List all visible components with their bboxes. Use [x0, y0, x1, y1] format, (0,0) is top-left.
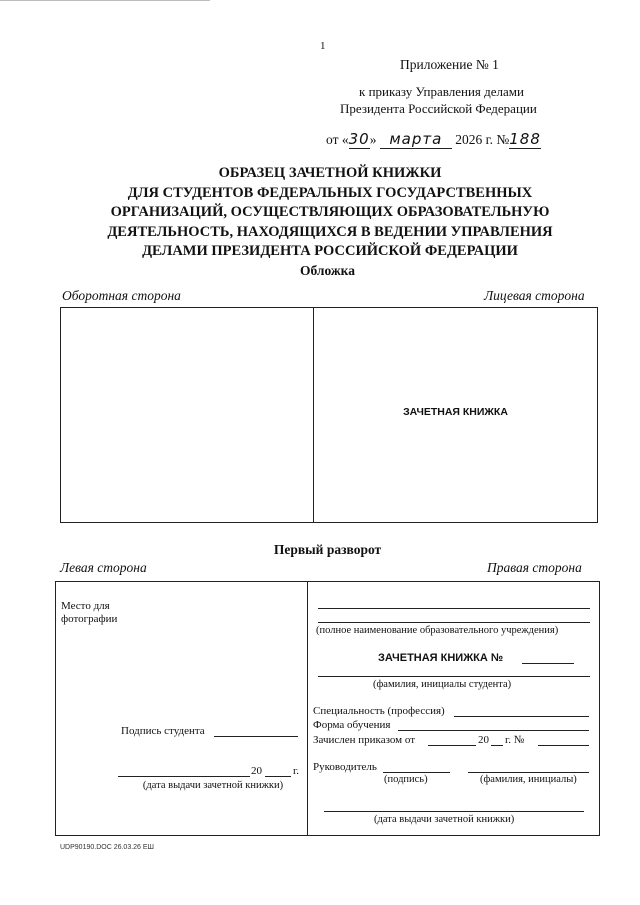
head-label: Руководитель — [313, 761, 377, 773]
photo-placeholder — [61, 600, 117, 626]
institution-line-2 — [318, 622, 590, 623]
head-name-line — [468, 772, 589, 773]
photo-line-2: фотографии — [61, 613, 118, 625]
date-year: 2026 г. № — [455, 132, 510, 147]
cover-heading: Обложка — [299, 263, 355, 278]
title-line: ДЛЯ СТУДЕНТОВ ФЕДЕРАЛЬНЫХ ГОСУДАРСТВЕННЫХ — [127, 184, 533, 201]
title-line: ДЕЛАМИ ПРЕЗИДЕНТА РОССИЙСКОЙ ФЕДЕРАЦИИ — [142, 243, 518, 259]
student-name-caption: (фамилия, инициалы студента) — [373, 679, 512, 690]
enrolled-label: Зачислен приказом от — [313, 734, 416, 746]
institution-line-1 — [318, 608, 590, 609]
order-line-1: к приказу Управления делами — [359, 84, 524, 99]
student-signature-label: Подпись студента — [121, 725, 205, 737]
spread-right-label: Правая сторона — [487, 560, 582, 575]
enrolled-number-line — [538, 745, 589, 746]
enrolled-year: 20 — [478, 734, 489, 746]
issue-date-line — [118, 776, 250, 777]
institution-caption: (полное наименование образовательного учреждения) — [316, 625, 559, 636]
spread-heading: Первый разворот — [273, 542, 382, 557]
enrolled-date-line — [428, 745, 476, 746]
study-form-label: Форма обучения — [313, 719, 391, 731]
study-form-line — [398, 730, 589, 731]
title-line: ОБРАЗЕЦ ЗАЧЕТНОЙ КНИЖКИ — [218, 165, 442, 181]
specialty-label: Специальность (профессия) — [313, 705, 445, 717]
head-name-caption: (фамилия, инициалы) — [480, 774, 577, 785]
order-line-2: Президента Российской Федерации — [340, 101, 537, 116]
issue-year-g: г. — [293, 765, 300, 777]
enrolled-number-label: г. № — [505, 734, 525, 746]
book-number-title: ЗАЧЕТНАЯ КНИЖКА № — [378, 652, 504, 664]
right-issue-line — [324, 811, 584, 812]
specialty-line — [454, 716, 589, 717]
document-code: UDP90190.DOC 26.03.26 ЕШ — [60, 844, 154, 851]
student-name-line — [318, 676, 590, 677]
left-issue-caption: (дата выдачи зачетной книжки) — [142, 780, 284, 791]
right-issue-caption: (дата выдачи зачетной книжки) — [374, 814, 515, 825]
head-signature-caption: (подпись) — [384, 774, 428, 785]
spread-divider — [307, 581, 308, 835]
appendix-label: Приложение № 1 — [400, 57, 499, 72]
signature-line — [214, 736, 298, 737]
page-number: 1 — [320, 40, 326, 52]
top-rule — [0, 0, 210, 1]
issue-year-prefix: 20 — [251, 765, 262, 777]
date-prefix: от « — [326, 132, 349, 147]
spread-left-label: Левая сторона — [60, 560, 147, 575]
title-line: ОРГАНИЗАЦИЙ, ОСУЩЕСТВЛЯЮЩИХ ОБРАЗОВАТЕЛЬНУЮ — [110, 204, 550, 220]
order-date — [326, 130, 541, 149]
photo-line-1: Место для — [61, 600, 110, 612]
date-mid: » — [369, 132, 377, 147]
date-day: 30 — [348, 130, 370, 148]
cover-front-text: ЗАЧЕТНАЯ КНИЖКА — [403, 406, 508, 418]
book-number-line — [522, 663, 574, 664]
date-month: марта — [380, 130, 452, 149]
cover-front-label: Лицевая сторона — [484, 288, 585, 303]
title-line: ДЕЯТЕЛЬНОСТЬ, НАХОДЯЩИХСЯ В ВЕДЕНИИ УПРАВЛЕНИЯ — [107, 223, 553, 240]
head-signature-line — [383, 772, 450, 773]
order-number: 188 — [509, 130, 541, 148]
cover-back-label: Оборотная сторона — [62, 288, 181, 303]
document-title — [60, 164, 600, 262]
issue-year-line — [265, 776, 291, 777]
enrolled-year-line — [491, 745, 503, 746]
